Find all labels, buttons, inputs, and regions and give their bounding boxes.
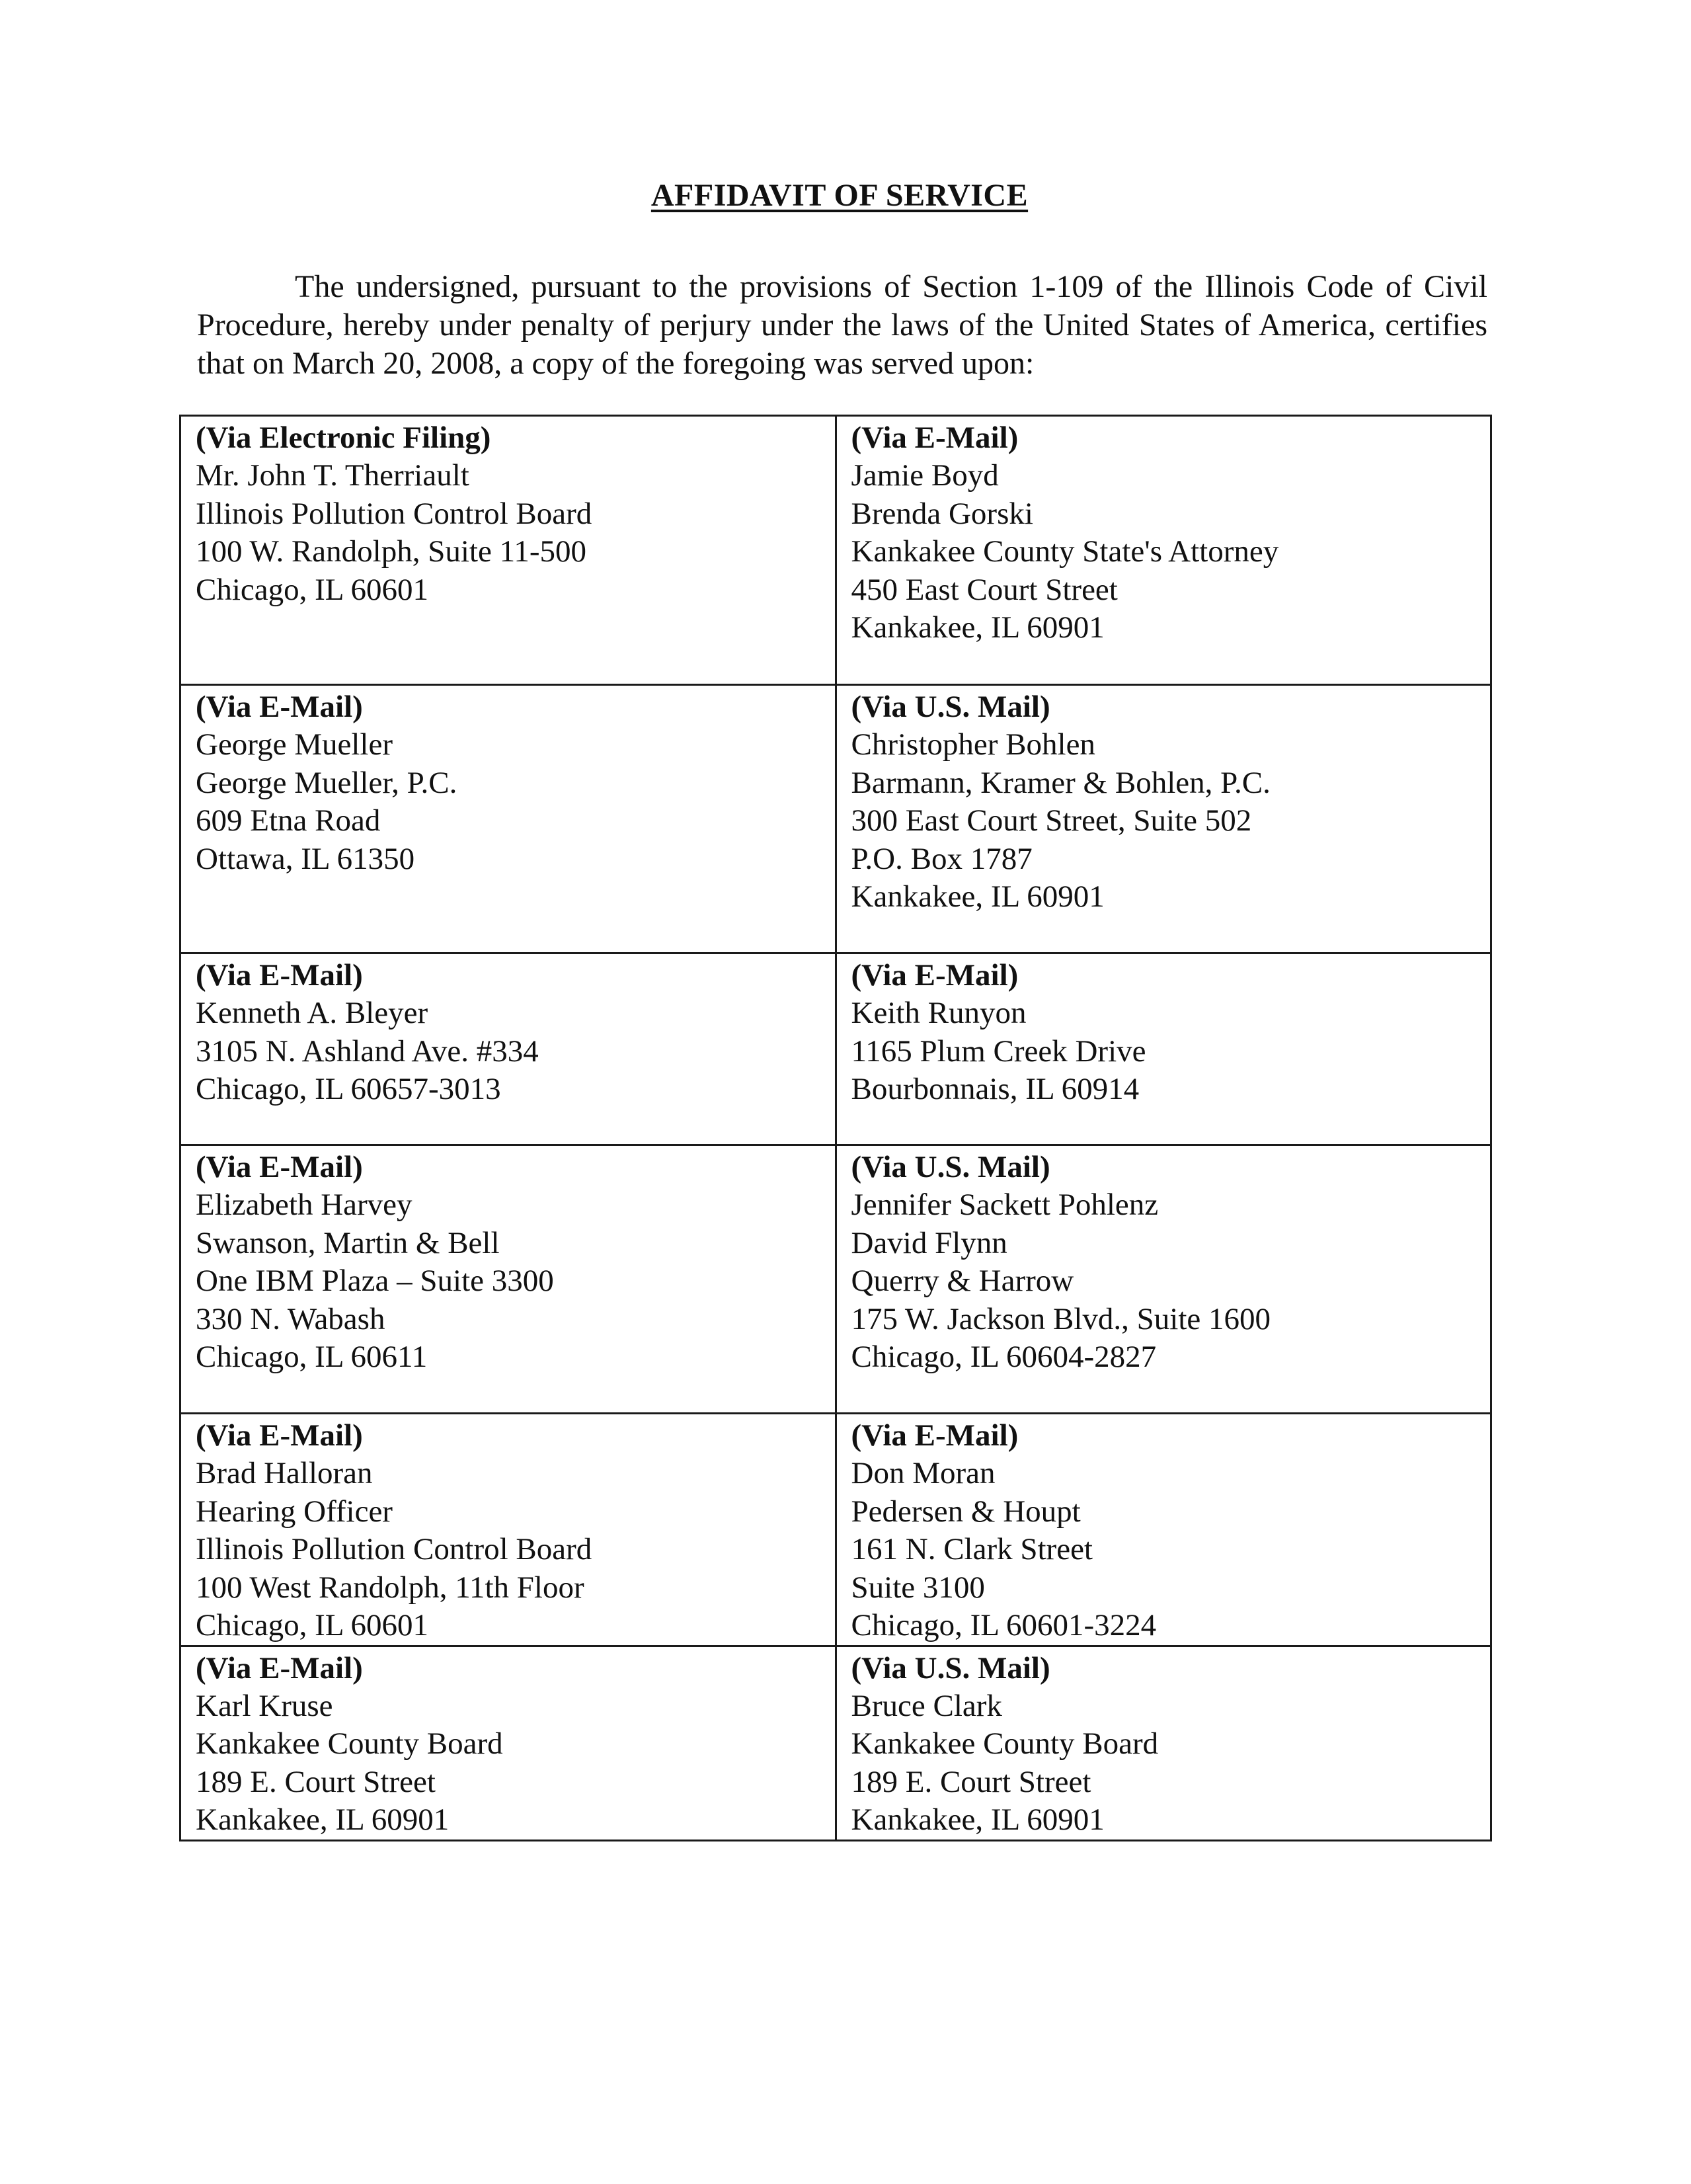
address-line: Suite 3100	[851, 1570, 985, 1605]
address-line: Keith Runyon	[851, 996, 1027, 1030]
page-title: AFFIDAVIT OF SERVICE	[650, 178, 1029, 213]
address-line: Brad Halloran	[196, 1456, 373, 1490]
address-line: 330 N. Wabash	[196, 1301, 385, 1336]
address-line: Chicago, IL 60601	[196, 1608, 428, 1642]
address-line: Chicago, IL 60601-3224	[851, 1608, 1157, 1642]
address-line: Swanson, Martin & Bell	[196, 1225, 500, 1260]
address-line: Karl Kruse	[196, 1688, 333, 1723]
address-line: Kankakee County Board	[196, 1726, 503, 1761]
recipient-cell	[836, 416, 1491, 685]
recipient-cell	[180, 416, 836, 685]
address-line: Kankakee, IL 60901	[851, 610, 1105, 645]
address-line: George Mueller	[196, 727, 393, 762]
address-line: 450 East Court Street	[851, 572, 1118, 607]
delivery-method: (Via Electronic Filing)	[196, 421, 491, 455]
address-line: Mr. John T. Therriault	[196, 458, 469, 493]
delivery-method: (Via E-Mail)	[851, 421, 1019, 455]
address-line: Kankakee, IL 60901	[851, 879, 1105, 914]
address-line: David Flynn	[851, 1225, 1007, 1260]
address-line: 189 E. Court Street	[851, 1764, 1091, 1799]
table-row	[180, 685, 1491, 953]
address-line: 100 West Randolph, 11th Floor	[196, 1570, 584, 1605]
address-line: Kankakee County State's Attorney	[851, 534, 1279, 569]
address-line: Illinois Pollution Control Board	[196, 1532, 592, 1566]
address-line: Ottawa, IL 61350	[196, 841, 415, 876]
recipient-cell	[180, 1646, 836, 1840]
intro-paragraph: The undersigned, pursuant to the provisions of Section 1-109 of the Illinois Code of Civil Procedure, hereby under penalty of perjury under the laws of the United States of America, certifies that on March 20, 2008, a copy of the foregoing was served upon:	[197, 269, 1487, 381]
address-line: Querry & Harrow	[851, 1264, 1074, 1298]
address-line: 3105 N. Ashland Ave. #334	[196, 1033, 539, 1069]
address-line: P.O. Box 1787	[851, 841, 1033, 876]
recipient-cell	[180, 1145, 836, 1414]
address-line: Illinois Pollution Control Board	[196, 496, 592, 531]
table-row	[180, 1646, 1491, 1840]
recipient-cell	[836, 1145, 1491, 1414]
address-line: Jamie Boyd	[851, 458, 999, 493]
table-row	[180, 953, 1491, 1145]
address-line: Don Moran	[851, 1456, 996, 1490]
table-row	[180, 1145, 1491, 1414]
delivery-method: (Via U.S. Mail)	[851, 1650, 1050, 1685]
address-line: Bourbonnais, IL 60914	[851, 1072, 1140, 1106]
delivery-method: (Via E-Mail)	[196, 690, 363, 724]
address-line: Bruce Clark	[851, 1688, 1002, 1723]
address-line: Chicago, IL 60611	[196, 1340, 428, 1374]
delivery-method: (Via E-Mail)	[196, 1150, 363, 1184]
service-list-table	[179, 415, 1492, 1841]
address-line: 300 East Court Street, Suite 502	[851, 803, 1252, 838]
address-line: Chicago, IL 60657-3013	[196, 1072, 501, 1106]
address-line: Chicago, IL 60601	[196, 572, 428, 607]
delivery-method: (Via E-Mail)	[851, 1418, 1019, 1453]
address-line: Barmann, Kramer & Bohlen, P.C.	[851, 765, 1271, 800]
address-line: 609 Etna Road	[196, 803, 381, 838]
address-line: Jennifer Sackett Pohlenz	[851, 1188, 1159, 1222]
table-row	[180, 416, 1491, 685]
table-row	[180, 1414, 1491, 1646]
delivery-method: (Via E-Mail)	[196, 1650, 363, 1685]
recipient-cell	[180, 953, 836, 1145]
address-line: Kankakee, IL 60901	[851, 1802, 1105, 1837]
address-line: 175 W. Jackson Blvd., Suite 1600	[851, 1301, 1271, 1336]
address-line: 100 W. Randolph, Suite 11-500	[196, 534, 586, 569]
delivery-method: (Via U.S. Mail)	[851, 1150, 1050, 1184]
delivery-method: (Via U.S. Mail)	[851, 690, 1050, 724]
address-line: Kankakee, IL 60901	[196, 1802, 450, 1837]
address-line: 1165 Plum Creek Drive	[851, 1033, 1146, 1069]
address-line: Kenneth A. Bleyer	[196, 996, 428, 1030]
delivery-method: (Via E-Mail)	[196, 958, 363, 992]
address-line: Pedersen & Houpt	[851, 1494, 1081, 1529]
address-line: 161 N. Clark Street	[851, 1532, 1093, 1566]
recipient-cell	[180, 1414, 836, 1646]
delivery-method: (Via E-Mail)	[196, 1418, 363, 1453]
recipient-cell	[836, 1414, 1491, 1646]
address-line: Brenda Gorski	[851, 496, 1033, 531]
address-line: Chicago, IL 60604-2827	[851, 1340, 1157, 1374]
recipient-cell	[836, 1646, 1491, 1840]
address-line: Christopher Bohlen	[851, 727, 1095, 762]
recipient-cell	[836, 953, 1491, 1145]
address-line: George Mueller, P.C.	[196, 765, 457, 800]
recipient-cell	[180, 685, 836, 953]
address-line: One IBM Plaza – Suite 3300	[196, 1264, 554, 1298]
recipient-cell	[836, 685, 1491, 953]
address-line: Kankakee County Board	[851, 1726, 1159, 1761]
address-line: 189 E. Court Street	[196, 1764, 436, 1799]
delivery-method: (Via E-Mail)	[851, 958, 1019, 992]
address-line: Elizabeth Harvey	[196, 1188, 413, 1222]
address-line: Hearing Officer	[196, 1494, 393, 1529]
